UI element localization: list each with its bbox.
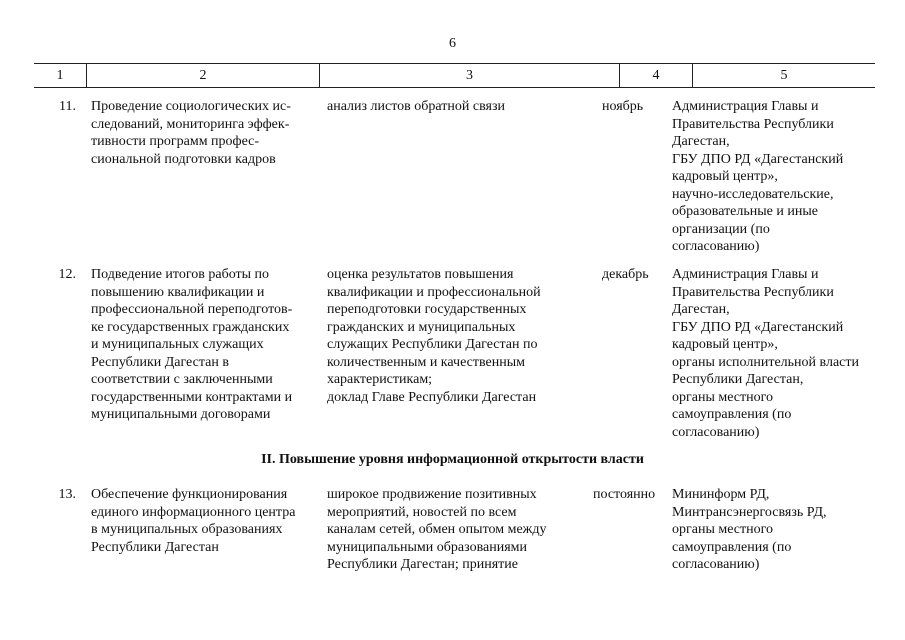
event-text: Обеспечение функционирования единого информационного центра в муниципальных образованиях Республики Дагестан (91, 487, 296, 555)
section-title: II. Повышение уровня информационной открытости власти (261, 452, 644, 467)
row-number: 12. (58, 267, 76, 282)
row-number: 13. (58, 487, 76, 502)
event-text: Проведение социологических ис- следований, мониторинга эффек- тивности программ профес- сиональной подготовки кадров (91, 99, 291, 167)
term-text: ноябрь (602, 99, 644, 114)
header-col-2: 2 (86, 64, 319, 87)
header-col-1: 1 (56, 68, 64, 83)
header-col-5: 5 (692, 64, 875, 87)
table-header-row (34, 63, 875, 88)
event-text: Подведение итогов работы по повышению квалификации и профессиональной переподготов- ке государственных гражданских и муниципальных служащих Республики Дагестан в соответствии с заключенными государственными контрактами и муниципальными договорами (91, 267, 293, 422)
result-text: оценка результатов повышения квалификации и профессиональной переподготовки государственных гражданских и муниципальных служащих Республики Дагестан по количественным и качественным характеристикам; доклад Главе Республики Дагестан (327, 267, 541, 405)
term-text: декабрь (602, 267, 649, 282)
row-number: 11. (59, 99, 76, 114)
term-text: постоянно (593, 487, 656, 502)
result-text: анализ листов обратной связи (327, 99, 505, 114)
responsible-text: Администрация Главы и Правительства Республики Дагестан, ГБУ ДПО РД «Дагестанский кадровый центр», научно-исследовательские, образовательные и иные организации (по согласованию) (672, 99, 844, 254)
responsible-text: Администрация Главы и Правительства Республики Дагестан, ГБУ ДПО РД «Дагестанский кадровый центр», органы исполнительной власти Республики Дагестан, органы местного самоуправления (по согласованию) (672, 267, 859, 440)
page-number: 6 (449, 36, 456, 51)
result-text: широкое продвижение позитивных мероприятий, новостей по всем каналам сетей, обмен опытом между муниципальными образованиями Республики Дагестан; принятие (327, 487, 547, 572)
header-col-3: 3 (319, 64, 619, 87)
header-col-4: 4 (619, 64, 692, 87)
responsible-text: Мининформ РД, Минтрансэнергосвязь РД, органы местного самоуправления (по согласованию) (672, 487, 827, 572)
